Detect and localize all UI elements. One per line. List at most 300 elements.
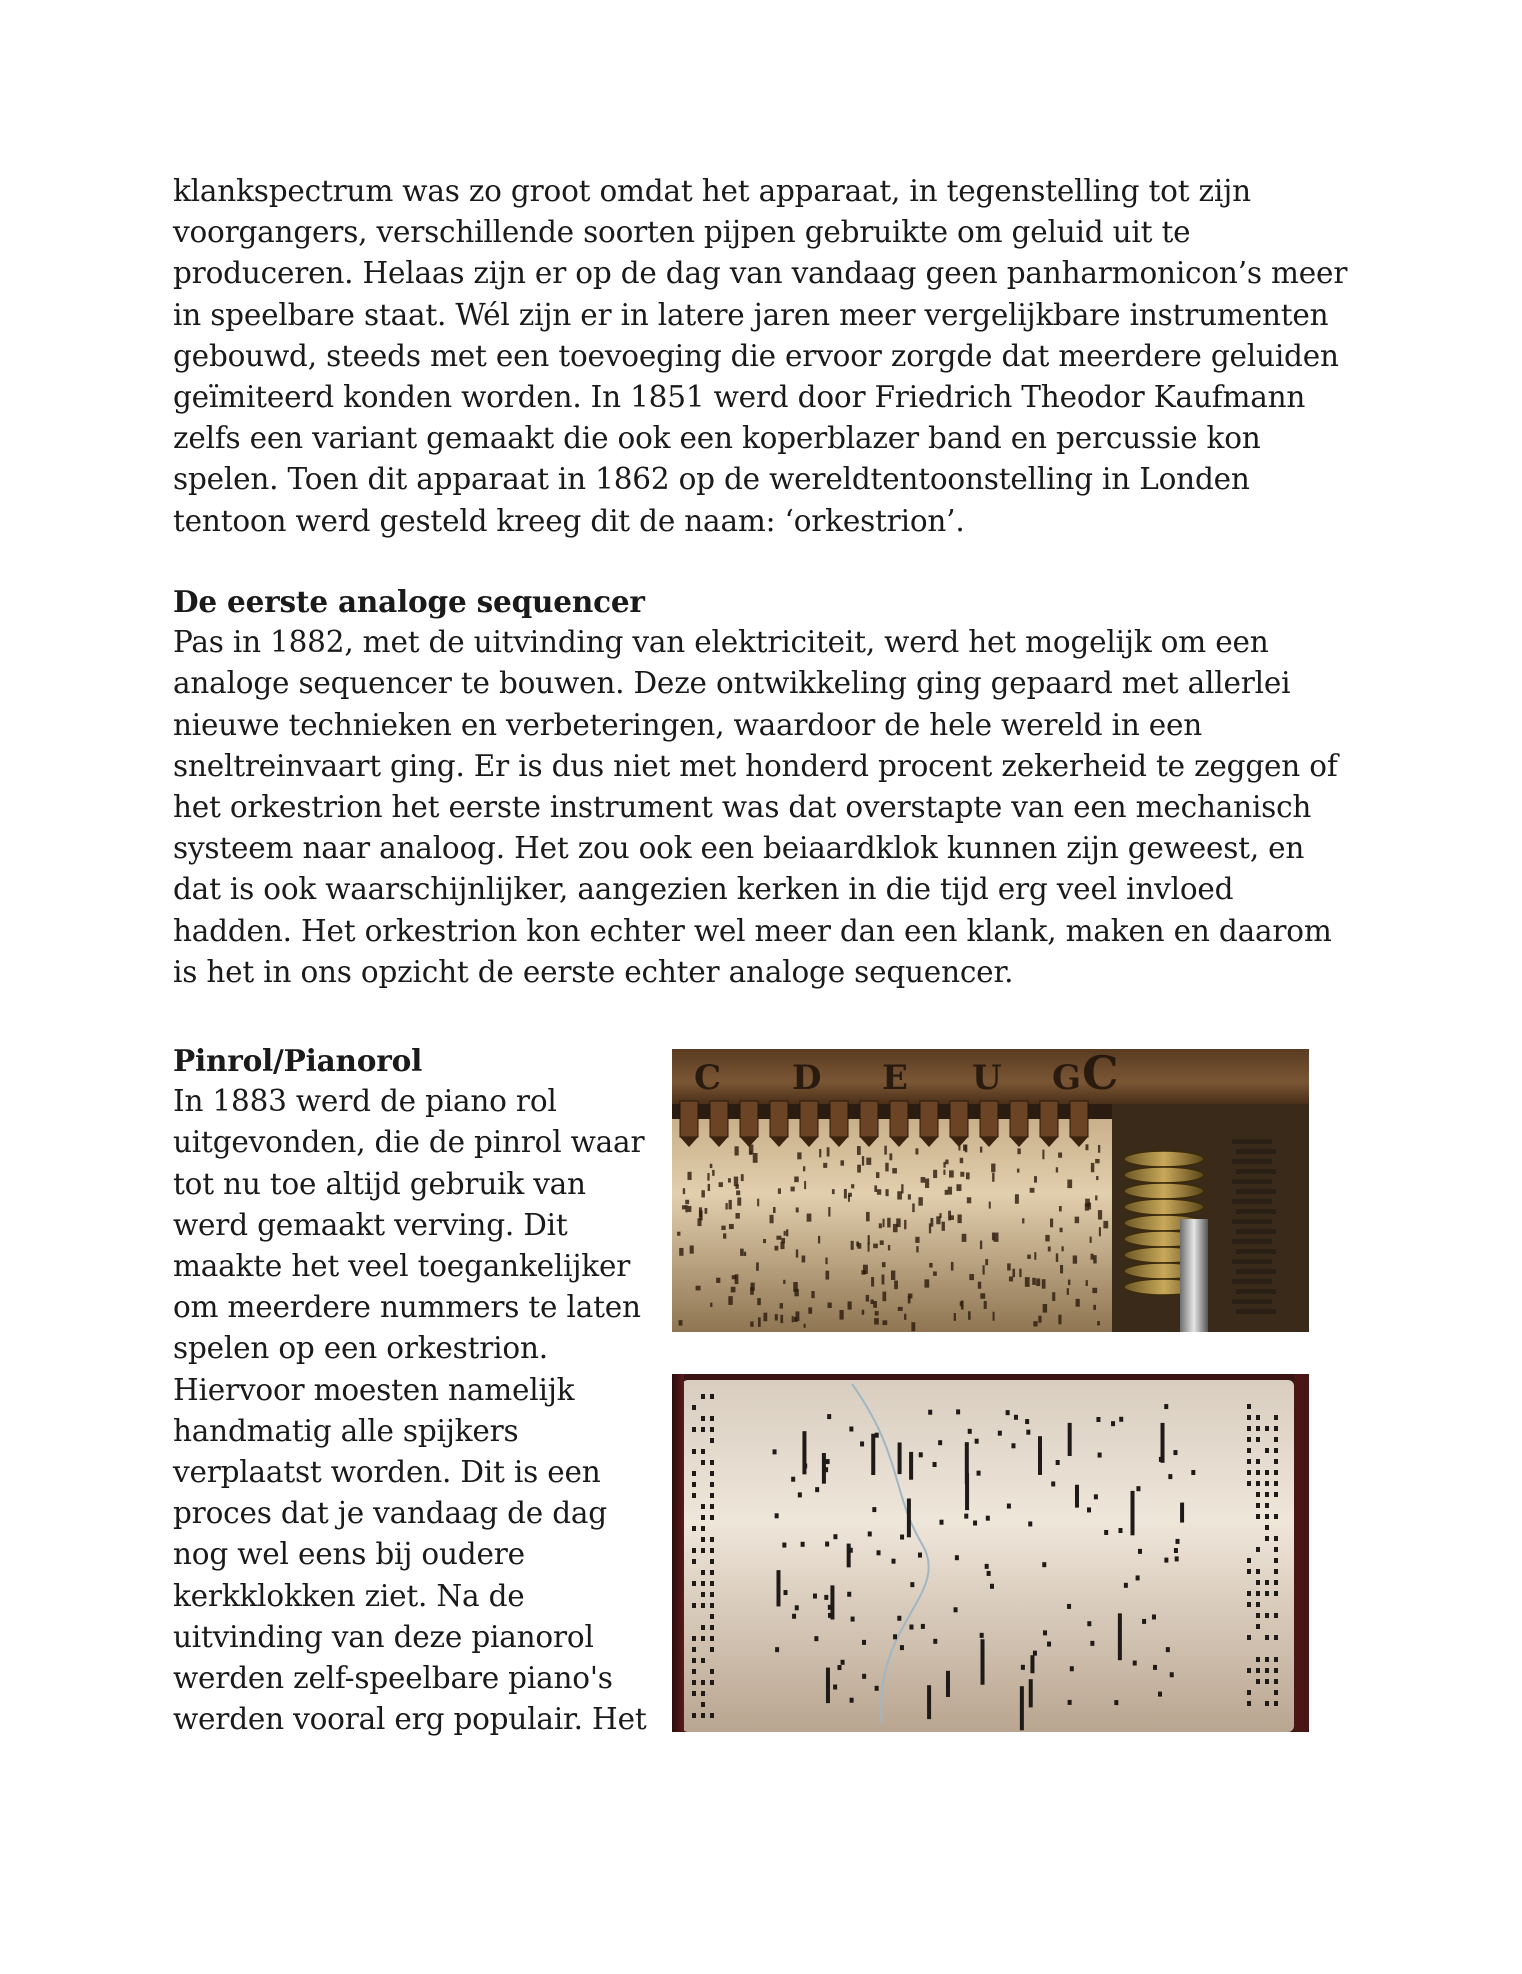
section-heading: Pinrol/Pianorol [173, 1043, 423, 1078]
roll-hole [1247, 1459, 1251, 1464]
drum-pin [1050, 1219, 1053, 1228]
drum-pin [924, 1279, 929, 1287]
roll-hole [830, 1585, 834, 1619]
drum-pin [1034, 1176, 1037, 1183]
text-line: is het in ons opzicht de eerste echter analoge sequencer. [173, 954, 1014, 989]
roll-hole [1274, 1492, 1278, 1497]
drum-pin [825, 1271, 829, 1280]
drum-pin [729, 1224, 734, 1229]
drum-pin [1017, 1169, 1019, 1173]
text-line: werd gemaakt verving. Dit [173, 1207, 568, 1242]
drum-pin [1034, 1252, 1036, 1260]
roll-hole [701, 1416, 705, 1421]
roll-hole [1265, 1481, 1269, 1486]
text-line: uitgevonden, die de pinrol waar [173, 1125, 645, 1160]
roll-hole [710, 1460, 714, 1465]
roll-hole [1256, 1679, 1260, 1684]
drum-pin [1048, 1247, 1051, 1252]
roll-hole [710, 1592, 714, 1597]
drum-pin [904, 1314, 906, 1320]
pianoroll-photo [672, 1374, 1309, 1732]
drum-pin [1093, 1305, 1096, 1310]
roll-hole [973, 1521, 977, 1526]
drum-pin [1032, 1278, 1036, 1285]
roll-hole [847, 1544, 851, 1568]
drum-pin [1068, 1280, 1070, 1285]
roll-hole [975, 1439, 979, 1444]
drum-pin [993, 1312, 995, 1321]
roll-hole [1136, 1575, 1140, 1580]
drum-pin [887, 1218, 890, 1228]
drum-pin [877, 1189, 881, 1195]
gear-tooth [1236, 1289, 1276, 1294]
drum-pin [921, 1177, 926, 1183]
text-line: sneltreinvaart ging. Er is dus niet met honderd procent zekerheid te zeggen of [173, 748, 1338, 783]
roll-hole [1247, 1690, 1251, 1695]
roll-hole [1247, 1591, 1251, 1596]
roll-hole [990, 1584, 994, 1589]
roll-hole [1256, 1657, 1260, 1662]
text-line: spelen. Toen dit apparaat in 1862 op de wereldtentoonstelling in Londen [173, 462, 1250, 497]
drum-pin [866, 1295, 869, 1302]
drum-pin [908, 1194, 911, 1199]
drum-pin [939, 1213, 941, 1218]
roll-hole [1033, 1651, 1037, 1656]
drum-pin [866, 1212, 870, 1221]
roll-hole [826, 1459, 830, 1464]
text-line: tot nu toe altijd gebruik van [173, 1166, 586, 1201]
drum-pin [828, 1207, 830, 1217]
roll-hole [692, 1548, 696, 1553]
roll-hole [1265, 1426, 1269, 1431]
drum-pin [874, 1318, 879, 1324]
key-lever [740, 1101, 758, 1137]
drum-pin [956, 1184, 961, 1191]
drum-pin [891, 1271, 895, 1280]
gear-tooth [1236, 1209, 1276, 1214]
drum-pin [1103, 1221, 1108, 1228]
drum-pin [1067, 1288, 1069, 1295]
drum-pin [857, 1146, 861, 1155]
roll-hole [900, 1645, 904, 1650]
drum-pin [862, 1310, 865, 1315]
roll-hole [692, 1658, 696, 1663]
roll-hole [701, 1680, 705, 1685]
drum-pin [989, 1202, 991, 1209]
roll-hole [710, 1647, 714, 1652]
roll-hole [1111, 1421, 1115, 1426]
drum-pin [1076, 1299, 1080, 1307]
drum-pin [1093, 1255, 1096, 1263]
roll-hole [1274, 1701, 1278, 1706]
key-lever [770, 1101, 788, 1137]
roll-hole [824, 1595, 828, 1600]
drum-pin [688, 1206, 692, 1212]
drum-pin [679, 1248, 683, 1256]
roll-hole [1247, 1448, 1251, 1453]
drum-pin [708, 1184, 710, 1191]
roll-hole [692, 1647, 696, 1652]
drum-pin [889, 1153, 892, 1160]
roll-hole [692, 1636, 696, 1641]
drum-pin [848, 1301, 852, 1309]
text-line: analoge sequencer te bouwen. Deze ontwikkeling ging gepaard met allerlei [173, 666, 1291, 701]
roll-hole [1030, 1655, 1034, 1673]
roll-hole [1274, 1657, 1278, 1662]
roll-hole [841, 1660, 845, 1665]
roll-hole [1256, 1580, 1260, 1585]
roll-hole [1133, 1661, 1137, 1666]
roll-hole [1256, 1602, 1260, 1607]
roll-hole [692, 1581, 696, 1586]
drum-pin [1067, 1180, 1072, 1189]
roll-hole [1274, 1426, 1278, 1431]
drum-pin [915, 1237, 919, 1243]
roll-hole [910, 1582, 914, 1587]
roll-hole [1020, 1686, 1024, 1730]
drum-pin [856, 1242, 859, 1247]
gear-tooth [1232, 1239, 1272, 1244]
text-line: dat is ook waarschijnlijker, aangezien kerken in die tijd erg veel invloed [173, 872, 1234, 907]
drum-pin [1098, 1145, 1100, 1153]
roll-hole [954, 1607, 958, 1612]
drum-pin [933, 1271, 937, 1275]
drum-pin [882, 1262, 886, 1267]
roll-hole [1256, 1547, 1260, 1552]
drum-pin [904, 1220, 906, 1229]
key-lever [710, 1101, 728, 1137]
drum-pin [882, 1320, 887, 1325]
drum-pin [756, 1262, 759, 1270]
drum-pin [949, 1170, 954, 1177]
drum-pin [750, 1283, 754, 1291]
roll-hole [692, 1449, 696, 1454]
roll-hole [692, 1471, 696, 1476]
roll-hole [875, 1433, 879, 1438]
drum-pin [848, 1193, 852, 1197]
roll-hole [998, 1431, 1002, 1436]
roll-hole [1164, 1404, 1168, 1409]
roll-hole [1256, 1591, 1260, 1596]
drum-pin [734, 1177, 738, 1187]
roll-hole [981, 1639, 985, 1684]
drum-pin [885, 1189, 888, 1196]
gear-tooth [1236, 1309, 1276, 1314]
text-line: werden zelf-speelbare piano's [173, 1661, 613, 1696]
roll-hole [1265, 1701, 1269, 1706]
roll-hole [968, 1429, 972, 1434]
drum-pin [862, 1156, 864, 1166]
drum-pin [1085, 1203, 1089, 1210]
drum-pin [851, 1241, 854, 1250]
drum-pin [710, 1164, 713, 1168]
paper-roll [682, 1380, 1294, 1732]
roll-hole [1051, 1481, 1055, 1486]
roll-hole [1274, 1580, 1278, 1585]
roll-hole [1274, 1547, 1278, 1552]
roll-hole [710, 1438, 714, 1443]
drum-pin [992, 1173, 994, 1182]
drum-pin [753, 1153, 758, 1163]
roll-hole [1247, 1558, 1251, 1563]
drum-pin [873, 1244, 878, 1249]
drum-pin [962, 1234, 967, 1242]
drum-pin [763, 1313, 767, 1322]
roll-hole [701, 1460, 705, 1465]
text-line: hadden. Het orkestrion kon echter wel meer dan een klank, maken en daarom [173, 913, 1332, 948]
drum-pin [1019, 1269, 1021, 1277]
roll-hole [1029, 1679, 1033, 1707]
drum-pin [1058, 1152, 1062, 1157]
gear-tooth [1236, 1189, 1276, 1194]
key-lever [800, 1101, 818, 1137]
roll-hole [928, 1410, 932, 1415]
roll-hole [710, 1416, 714, 1421]
drum-pin [985, 1259, 988, 1265]
roll-hole [1274, 1558, 1278, 1563]
roll-hole [701, 1504, 705, 1509]
roll-hole [939, 1520, 943, 1525]
drum-pin [776, 1236, 781, 1240]
roll-hole [1136, 1486, 1140, 1491]
drum-pin [712, 1170, 714, 1176]
drum-pin [918, 1197, 922, 1206]
roll-hole [701, 1570, 705, 1575]
drum-pin [807, 1214, 812, 1222]
drum-pin [978, 1282, 981, 1289]
roll-hole [1152, 1614, 1156, 1619]
drum-pin [735, 1213, 739, 1219]
gear-tooth [1232, 1179, 1272, 1184]
drum-pin [968, 1311, 971, 1320]
roll-hole [710, 1636, 714, 1641]
drum-pin [963, 1145, 966, 1151]
intro-paragraph [173, 171, 1348, 542]
text-line: om meerdere nummers te laten [173, 1290, 641, 1325]
roll-hole [710, 1559, 714, 1564]
roll-hole [701, 1515, 705, 1520]
drum-pin [750, 1321, 753, 1326]
text-line: kerkklokken ziet. Na de [173, 1578, 525, 1613]
text-line: Pas in 1882, met de uitvinding van elektriciteit, werd het mogelijk om een [173, 625, 1269, 660]
roll-hole [1256, 1426, 1260, 1431]
roll-hole [1247, 1404, 1251, 1409]
drum-pin [757, 1298, 761, 1305]
text-line: handmatig alle spijkers [173, 1413, 519, 1448]
key-lever [980, 1101, 998, 1137]
roll-hole [1247, 1481, 1251, 1486]
gear-tooth [1236, 1169, 1276, 1174]
drum-pin [828, 1302, 832, 1308]
drum-pin [725, 1203, 727, 1209]
roll-hole [782, 1543, 786, 1548]
drum-pin [735, 1274, 739, 1284]
roll-hole [701, 1526, 705, 1531]
roll-hole [710, 1625, 714, 1630]
roll-hole [833, 1534, 837, 1539]
roll-hole [710, 1548, 714, 1553]
drum-pin [784, 1231, 786, 1236]
drum-pin [912, 1203, 914, 1212]
roll-hole [1124, 1583, 1128, 1588]
roll-hole [1047, 1642, 1051, 1647]
roll-hole [692, 1427, 696, 1432]
roll-hole [1247, 1668, 1251, 1673]
drum-pin [925, 1178, 929, 1188]
drum-pin [780, 1242, 784, 1249]
roll-hole [1256, 1569, 1260, 1574]
pinroll-photo [672, 1049, 1309, 1332]
drum-pin [882, 1275, 885, 1285]
gear-tooth [1232, 1139, 1272, 1144]
text-line: produceren. Helaas zijn er op de dag van vandaag geen panharmonicon’s meer [173, 256, 1348, 291]
roll-hole [1006, 1410, 1010, 1415]
drum-pin [696, 1286, 701, 1291]
roll-hole [1256, 1514, 1260, 1519]
roll-hole [710, 1680, 714, 1685]
drum-pin [1091, 1254, 1094, 1260]
roll-hole [692, 1493, 696, 1498]
drum-pin [1017, 1148, 1020, 1154]
roll-hole [860, 1441, 864, 1446]
steel-shaft [1180, 1219, 1208, 1332]
stamp-letter: D [792, 1058, 822, 1098]
section-pianorol [173, 1040, 653, 1740]
drum-pin [948, 1187, 952, 1195]
drum-pin [1042, 1150, 1044, 1160]
roll-hole [701, 1537, 705, 1542]
roll-hole [1175, 1556, 1179, 1561]
drum-pin [710, 1303, 712, 1307]
drum-pin [735, 1146, 739, 1155]
drum-pin [839, 1310, 843, 1320]
roll-hole [1025, 1419, 1029, 1424]
roll-hole [1180, 1503, 1184, 1523]
drum-pin [716, 1278, 720, 1283]
drum-pin [1052, 1292, 1055, 1301]
gear-tooth [1232, 1219, 1272, 1224]
text-line: in speelbare staat. Wél zijn er in latere jaren meer vergelijkbare instrumenten [173, 297, 1329, 332]
roll-hole [862, 1674, 866, 1679]
roll-hole [919, 1452, 923, 1457]
roll-hole [710, 1581, 714, 1586]
roll-hole [1247, 1701, 1251, 1706]
roll-hole [1274, 1415, 1278, 1420]
key-lever [1040, 1101, 1058, 1137]
roll-hole [1170, 1672, 1174, 1677]
roll-hole [1247, 1426, 1251, 1431]
roll-hole [1090, 1641, 1094, 1646]
drum-pin [871, 1277, 874, 1287]
roll-hole [871, 1434, 875, 1475]
roll-hole [909, 1625, 913, 1630]
key-lever [860, 1101, 878, 1137]
roll-hole [701, 1394, 705, 1399]
roll-hole [798, 1492, 802, 1497]
text-line: werden vooral erg populair. Het [173, 1702, 647, 1737]
roll-hole [1191, 1470, 1195, 1475]
roll-hole [893, 1634, 897, 1639]
key-lever [920, 1101, 938, 1137]
roll-hole [1098, 1453, 1102, 1458]
text-line: maakte het veel toegankelijker [173, 1249, 631, 1284]
roll-hole [701, 1449, 705, 1454]
drum-pin [960, 1158, 963, 1163]
drum-pin [951, 1262, 954, 1271]
drum-pin [741, 1174, 744, 1181]
drum-pin [911, 1322, 915, 1331]
drum-pin [894, 1281, 898, 1290]
drum-pin [1042, 1279, 1046, 1288]
drum-pin [819, 1149, 821, 1157]
drum-pin [945, 1160, 948, 1165]
drum-pin [811, 1291, 814, 1298]
roll-hole [1274, 1536, 1278, 1541]
gear-tooth [1232, 1279, 1272, 1284]
roll-hole [692, 1713, 696, 1718]
roll-hole [692, 1691, 696, 1696]
roll-hole [1043, 1630, 1047, 1635]
roll-hole [701, 1581, 705, 1586]
roll-hole [791, 1477, 795, 1482]
gear-tooth [1232, 1159, 1272, 1164]
drum-pin [728, 1296, 732, 1305]
section-heading: De eerste analoge sequencer [173, 584, 645, 619]
drum-pin [721, 1226, 725, 1230]
roll-hole [1070, 1666, 1074, 1671]
drum-pin [1086, 1280, 1088, 1286]
drum-pin [851, 1184, 854, 1188]
text-line: klankspectrum was zo groot omdat het apparaat, in tegenstelling tot zijn [173, 174, 1251, 208]
roll-hole [701, 1702, 705, 1707]
drum-pin [945, 1190, 948, 1195]
drum-pin [1025, 1277, 1030, 1287]
drum-pin [949, 1215, 954, 1220]
drum-pin [983, 1265, 985, 1274]
roll-hole [710, 1603, 714, 1608]
roll-hole [837, 1665, 841, 1670]
drum-pin [991, 1164, 995, 1173]
drum-pin [879, 1223, 882, 1228]
roll-hole [1274, 1481, 1278, 1486]
roll-hole [701, 1691, 705, 1696]
roll-hole [933, 1639, 937, 1644]
roll-hole [1075, 1485, 1079, 1508]
drum-pin [1033, 1321, 1037, 1326]
drum-pin [804, 1181, 806, 1189]
drum-pin [797, 1152, 801, 1159]
roll-hole [851, 1617, 855, 1622]
drum-pin [794, 1317, 797, 1322]
text-line: spelen op een orkestrion. [173, 1331, 548, 1366]
roll-hole [1256, 1415, 1260, 1420]
roll-hole [933, 1462, 937, 1467]
text-line: het orkestrion het eerste instrument was dat overstapte van een mechanisch [173, 790, 1312, 825]
drum-pin [1060, 1265, 1063, 1273]
roll-hole [877, 1550, 881, 1555]
roll-hole [964, 1514, 968, 1519]
drum-pin [778, 1188, 781, 1194]
gear-tooth [1236, 1149, 1276, 1154]
drum-pin [1043, 1304, 1047, 1313]
roll-hole [710, 1515, 714, 1520]
drum-pin [685, 1205, 687, 1212]
drum-pin [1009, 1277, 1013, 1282]
drum-pin [994, 1233, 999, 1242]
roll-hole [701, 1427, 705, 1432]
roll-hole [692, 1669, 696, 1674]
drum-pin [699, 1207, 702, 1217]
